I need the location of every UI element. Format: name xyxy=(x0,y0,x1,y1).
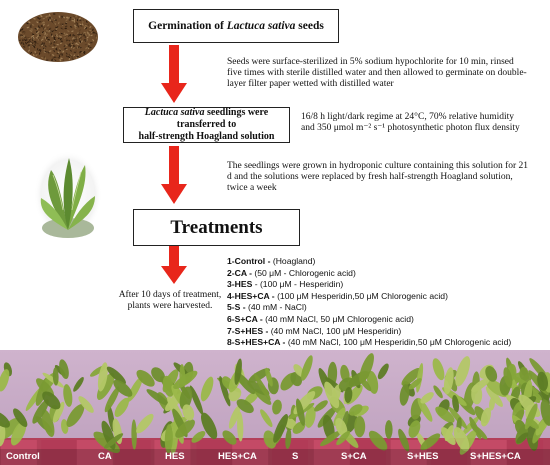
seedling-image xyxy=(33,150,103,240)
photo-label: S+HES xyxy=(407,451,439,462)
photo-label: HES+CA xyxy=(218,451,257,462)
photo-label: S xyxy=(292,451,299,462)
photo-label: S+CA xyxy=(341,451,367,462)
growth-conditions-note: 16/8 h light/dark regime at 24°C, 70% relative humidity and 350 μmol m⁻² s⁻¹ photosynthetic photon flux density xyxy=(301,112,520,133)
down-arrow-2 xyxy=(159,146,189,206)
treatment-detail: (40 mM - NaCl) xyxy=(245,302,307,313)
harvest-note: After 10 days of treatment, plants were harvested. xyxy=(118,290,222,311)
treatment-label: 2-CA - xyxy=(227,267,252,278)
treatment-label: 3-HES xyxy=(227,279,253,290)
transfer-step-line2: half-strength Hoagland solution xyxy=(138,131,275,142)
sterilization-note: Seeds were surface-sterilized in 5% sodium hypochlorite for 10 min, rinsed five times with sterile distilled water and then allowed to germinate on double-layer filter paper wetted with distilled water xyxy=(227,57,527,89)
treatment-item xyxy=(227,256,511,268)
germination-step-box xyxy=(133,9,339,43)
treatment-label: 7-S+HES - xyxy=(227,325,269,336)
treatment-detail: (40 mM NaCl, 100 μM Hesperidin,50 μM Chlorogenic acid) xyxy=(285,337,512,348)
treatment-detail: (Hoagland) xyxy=(270,256,316,266)
treatment-item xyxy=(227,314,511,326)
down-arrow-1 xyxy=(159,45,189,105)
treatment-item xyxy=(227,302,511,314)
photo-label: HES xyxy=(165,451,185,462)
treatment-item xyxy=(227,268,511,280)
transfer-step-line1: Lactuca sativa seedlings were transferred to xyxy=(144,107,269,130)
treatment-item xyxy=(227,337,511,349)
treatments-step-box xyxy=(133,209,300,246)
down-arrow-3 xyxy=(159,246,189,286)
treatment-label: 5-S - xyxy=(227,302,246,313)
treatment-list xyxy=(227,256,511,349)
photo-label: S+HES+CA xyxy=(470,451,521,462)
germination-step-text: Germination of Lactuca sativa seeds xyxy=(148,20,324,32)
transfer-step-box xyxy=(123,107,290,143)
hydroponic-note: The seedlings were grown in hydroponic culture containing this solution for 21 d and the solutions were replaced by fresh half-strength Hoagland solution, twice a week xyxy=(227,161,529,193)
treatment-label: 4-HES+CA - xyxy=(227,290,275,301)
treatment-item xyxy=(227,326,511,338)
treatment-label: 1-Control - xyxy=(227,256,271,266)
photo-label: Control xyxy=(6,451,40,462)
treatment-detail: (100 μM Hesperidin,50 μM Chlorogenic acid) xyxy=(274,290,448,301)
treatment-detail: (40 mM NaCl, 50 μM Chlorogenic acid) xyxy=(262,313,414,324)
treatment-detail: (50 μM - Chlorogenic acid) xyxy=(251,267,356,278)
lettuce-seeds-image xyxy=(17,5,99,63)
treatment-item xyxy=(227,291,511,303)
treatments-title: Treatments xyxy=(170,216,263,238)
treatment-label: 6-S+CA - xyxy=(227,313,263,324)
treatment-detail: - (100 μM - Hesperidin) xyxy=(252,279,344,290)
photo-caption-bar xyxy=(0,449,550,465)
lettuce-plants-photo xyxy=(0,350,550,465)
photo-label: CA xyxy=(98,451,112,462)
treatment-item xyxy=(227,279,511,291)
treatment-label: 8-S+HES+CA - xyxy=(227,337,286,348)
treatment-detail: (40 mM NaCl, 100 μM Hesperidin) xyxy=(268,325,402,336)
